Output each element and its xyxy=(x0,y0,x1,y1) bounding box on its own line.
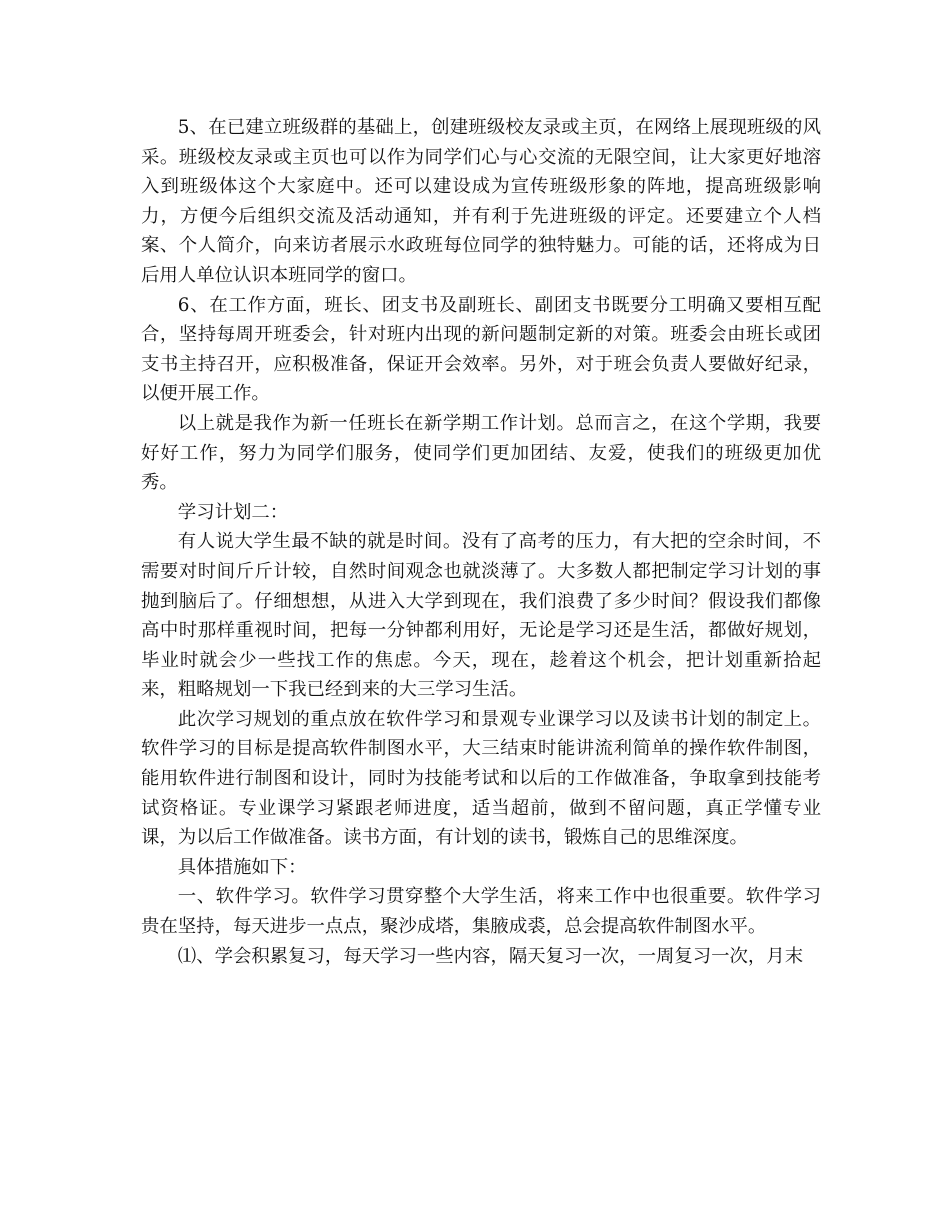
paragraph-intro: 有人说大学生最不缺的就是时间。没有了高考的压力，有大把的空余时间，不需要对时间斤斤计较，自然时间观念也就淡薄了。大多数人都把制定学习计划的事抛到脑后了。仔细想想，从进入大学到现在，我们浪费了多少时间？假设我们都像高中时那样重视时间，把每一分钟都利用好，无论是学习还是生活，都做好规划，毕业时就会少一些找工作的焦虑。今天，现在，趁着这个机会，把计划重新拾起来，粗略规划一下我已经到来的大三学习生活。 xyxy=(141,531,821,701)
paragraph-software-study: 一、软件学习。软件学习贯穿整个大学生活，将来工作中也很重要。软件学习贵在坚持，每天进步一点点，聚沙成塔，集腋成裘，总会提高软件制图水平。 xyxy=(141,886,821,938)
paragraph-measure-1: ⑴、学会积累复习，每天学习一些内容，隔天复习一次，一周复习一次，月末 xyxy=(177,945,804,967)
paragraph-item-5: 5、在已建立班级群的基础上，创建班级校友录或主页，在网络上展现班级的风采。班级校友录或主页也可以作为同学们心与心交流的无限空间，让大家更好地溶入到班级体这个大家庭中。还可以建设成为宣传班级形象的阵地，提高班级影响力，方便今后组织交流及活动通知，并有利于先进班级的评定。还要建立个人档案、个人简介，向来访者展示水政班每位同学的独特魅力。可能的话，还将成为日后用人单位认识本班同学的窗口。 xyxy=(141,117,821,286)
section-heading-measures: 具体措施如下： xyxy=(177,856,307,878)
paragraph-item-6: 6、在工作方面，班长、团支书及副班长、副团支书既要分工明确又要相互配合，坚持每周开班委会，针对班内出现的新问题制定新的对策。班委会由班长或团支书主持召开，应积极准备，保证开会效率。另外，对于班会负责人要做好纪录，以便开展工作。 xyxy=(141,294,821,405)
paragraph-summary: 以上就是我作为新一任班长在新学期工作计划。总而言之，在这个学期，我要好好工作，努力为同学们服务，使同学们更加团结、友爱，使我们的班级更加优秀。 xyxy=(141,412,821,494)
section-heading-study-plan-2: 学习计划二： xyxy=(177,501,289,523)
paragraph-plan-focus: 此次学习规划的重点放在软件学习和景观专业课学习以及读书计划的制定上。软件学习的目标是提高软件制图水平，大三结束时能讲流利简单的操作软件制图，能用软件进行制图和设计，同时为技能考试和以后的工作做准备，争取拿到技能考试资格证。专业课学习紧跟老师进度，适当超前，做到不留问题，真正学懂专业课，为以后工作做准备。读书方面，有计划的读书，锻炼自己的思维深度。 xyxy=(141,708,821,849)
document-body xyxy=(141,113,821,971)
